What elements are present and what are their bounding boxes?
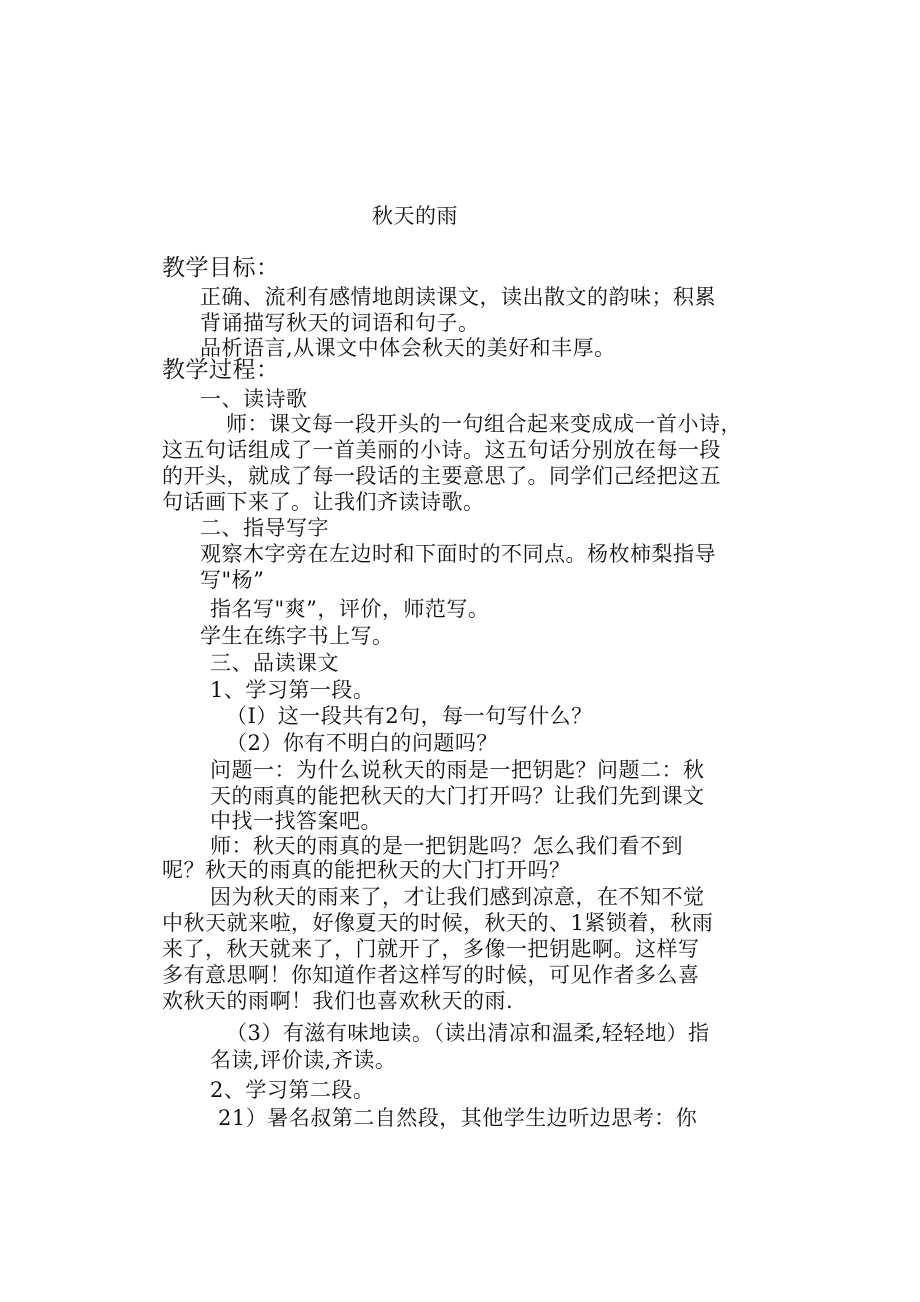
text-line: 多有意思啊！你知道作者这样写的时候，可见作者多么喜 <box>162 963 700 987</box>
text-line: 21）暑名叔第二自然段，其他学生边听边思考：你 <box>218 1106 698 1130</box>
text-line: 正确、流利有感情地朗读课文，读出散文的韵味；积累 <box>200 285 716 309</box>
section-heading-objectives: 教学目标： <box>162 255 280 281</box>
text-line: （I）这一段共有2句，每一句写什么？ <box>226 704 593 728</box>
text-line: 这五句话组成了一首美丽的小诗。这五句话分别放在每一段 <box>162 438 721 462</box>
text-line: 师：秋天的雨真的是一把钥匙吗？怎么我们看不到 <box>210 834 683 858</box>
document-title: 秋天的雨 <box>372 204 458 228</box>
text-line: 中找一找答案吧。 <box>210 809 382 833</box>
text-line: 师：课文每一段开头的一句组合起来变成成一首小诗， <box>226 412 742 436</box>
text-line: 问题一：为什么说秋天的雨是一把钥匙？问题二：秋 <box>210 758 705 782</box>
text-line: 因为秋天的雨来了，才让我们感到凉意，在不知不觉 <box>210 885 705 909</box>
text-line: 2、学习第二段。 <box>210 1078 375 1102</box>
text-line: 观察木字旁在左边时和下面时的不同点。杨枚柿梨指导 <box>200 542 716 566</box>
text-line: 学生在练字书上写。 <box>200 624 394 648</box>
text-line: 背诵描写秋天的词语和句子。 <box>200 311 480 335</box>
text-line: 1、学习第一段。 <box>210 678 375 702</box>
text-line: 写"杨” <box>200 568 265 592</box>
subsection-heading: 二、指导写字 <box>200 516 329 540</box>
subsection-heading: 一、读诗歌 <box>200 387 308 411</box>
text-line: 中秋天就来啦，好像夏天的时候，秋天的、1紧锁着，秋雨 <box>162 911 714 935</box>
subsection-heading: 三、品读课文 <box>210 651 339 675</box>
text-line: 名读,评价读,齐读。 <box>210 1048 397 1072</box>
text-line: （3）有滋有味地读。（读出清凉和温柔,轻轻地）指 <box>226 1021 710 1045</box>
text-line: 来了，秋天就来了，门就开了，多像一把钥匙啊。这样写 <box>162 937 700 961</box>
text-line: 品析语言,从课文中体会秋天的美好和丰厚。 <box>200 336 616 360</box>
text-line: 的开头，就成了每一段话的主要意思了。同学们己经把这五 <box>162 464 721 488</box>
section-heading-process: 教学过程： <box>162 357 280 383</box>
text-line: （2）你有不明白的问题吗？ <box>226 731 498 755</box>
text-line: 天的雨真的能把秋天的大门打开吗？让我们先到课文 <box>210 784 705 808</box>
text-line: 呢？秋天的雨真的能把秋天的大门打开吗？ <box>162 858 571 882</box>
text-line: 句话画下来了。让我们齐读诗歌。 <box>162 490 485 514</box>
text-line: 指名写"爽”，评价，师范写。 <box>210 597 490 621</box>
text-line: 欢秋天的雨啊！我们也喜欢秋天的雨. <box>162 989 514 1013</box>
